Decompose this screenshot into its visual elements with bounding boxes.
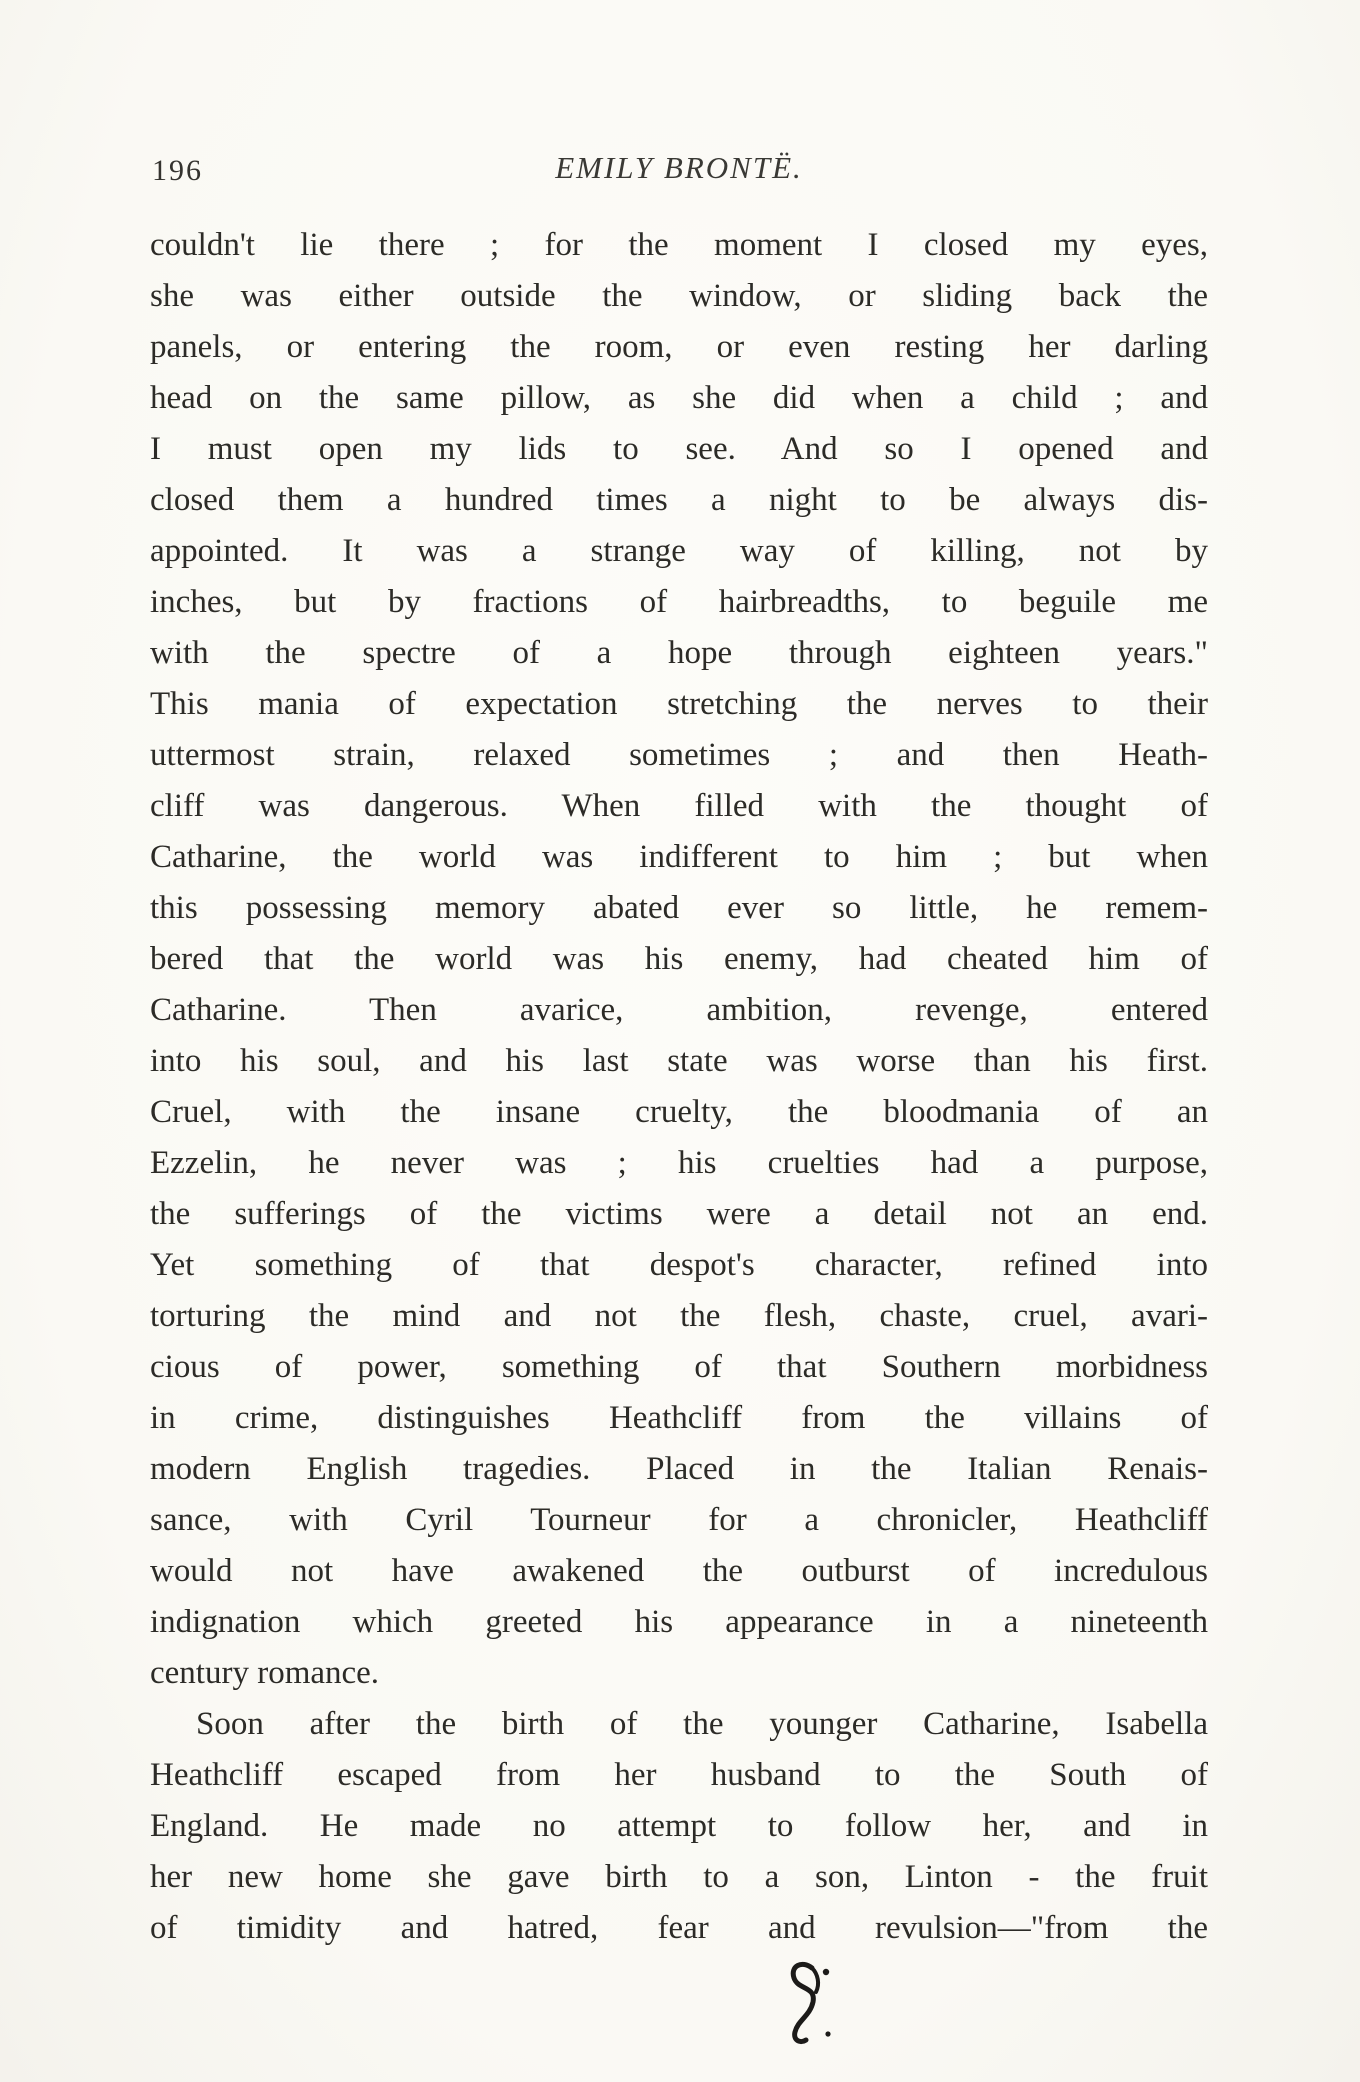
- text-line: century romance.: [150, 1655, 380, 1691]
- running-title: EMILY BRONTË.: [555, 150, 803, 185]
- text-line: of timidity and hatred, fear and revulsion—"from the: [150, 1910, 1208, 1946]
- text-line: with the spectre of a hope through eighteen years.": [150, 635, 1208, 671]
- text-line: into his soul, and his last state was worse than his first.: [150, 1043, 1208, 1079]
- text-line: this possessing memory abated ever so little, he remem-: [150, 890, 1208, 926]
- text-line: indignation which greeted his appearance in a nineteenth: [150, 1604, 1208, 1640]
- page-body: [150, 220, 1208, 1954]
- text-line: sance, with Cyril Tourneur for a chronicler, Heathcliff: [150, 1502, 1208, 1538]
- text-line: panels, or entering the room, or even resting her darling: [150, 329, 1208, 365]
- text-line: her new home she gave birth to a son, Linton - the fruit: [150, 1859, 1208, 1895]
- text-line: Catharine, the world was indifferent to him ; but when: [150, 839, 1208, 875]
- text-line: cliff was dangerous. When filled with the thought of: [150, 788, 1208, 824]
- text-line: Yet something of that despot's character, refined into: [150, 1247, 1208, 1283]
- text-line: modern English tragedies. Placed in the Italian Renais-: [150, 1451, 1208, 1487]
- text-line: couldn't lie there ; for the moment I closed my eyes,: [150, 227, 1208, 263]
- text-line: Catharine. Then avarice, ambition, revenge, entered: [150, 992, 1208, 1028]
- text-line: head on the same pillow, as she did when a child ; and: [150, 380, 1208, 416]
- text-line: uttermost strain, relaxed sometimes ; and then Heath-: [150, 737, 1208, 773]
- text-line: Ezzelin, he never was ; his cruelties had a purpose,: [150, 1145, 1208, 1181]
- text-line: appointed. It was a strange way of killing, not by: [150, 533, 1208, 569]
- text-line: cious of power, something of that Southern morbidness: [150, 1349, 1208, 1385]
- text-line: Cruel, with the insane cruelty, the bloodmania of an: [150, 1094, 1208, 1130]
- text-line: inches, but by fractions of hairbreadths, to beguile me: [150, 584, 1208, 620]
- page-number: 196: [152, 154, 203, 187]
- ink-mark-icon: [782, 1958, 844, 2050]
- text-line: in crime, distinguishes Heathcliff from the villains of: [150, 1400, 1208, 1436]
- text-line: closed them a hundred times a night to be always dis-: [150, 482, 1208, 518]
- text-line: would not have awakened the outburst of incredulous: [150, 1553, 1208, 1589]
- text-line: I must open my lids to see. And so I opened and: [150, 431, 1208, 467]
- text-line: torturing the mind and not the flesh, chaste, cruel, avari-: [150, 1298, 1208, 1334]
- text-line: Soon after the birth of the younger Catharine, Isabella: [196, 1706, 1208, 1742]
- text-line: bered that the world was his enemy, had cheated him of: [150, 941, 1208, 977]
- text-line: Heathcliff escaped from her husband to the South of: [150, 1757, 1208, 1793]
- page-header: [150, 150, 1208, 194]
- text-line: England. He made no attempt to follow her, and in: [150, 1808, 1208, 1844]
- text-line: she was either outside the window, or sliding back the: [150, 278, 1208, 314]
- text-line: This mania of expectation stretching the nerves to their: [150, 686, 1208, 722]
- text-line: the sufferings of the victims were a detail not an end.: [150, 1196, 1208, 1232]
